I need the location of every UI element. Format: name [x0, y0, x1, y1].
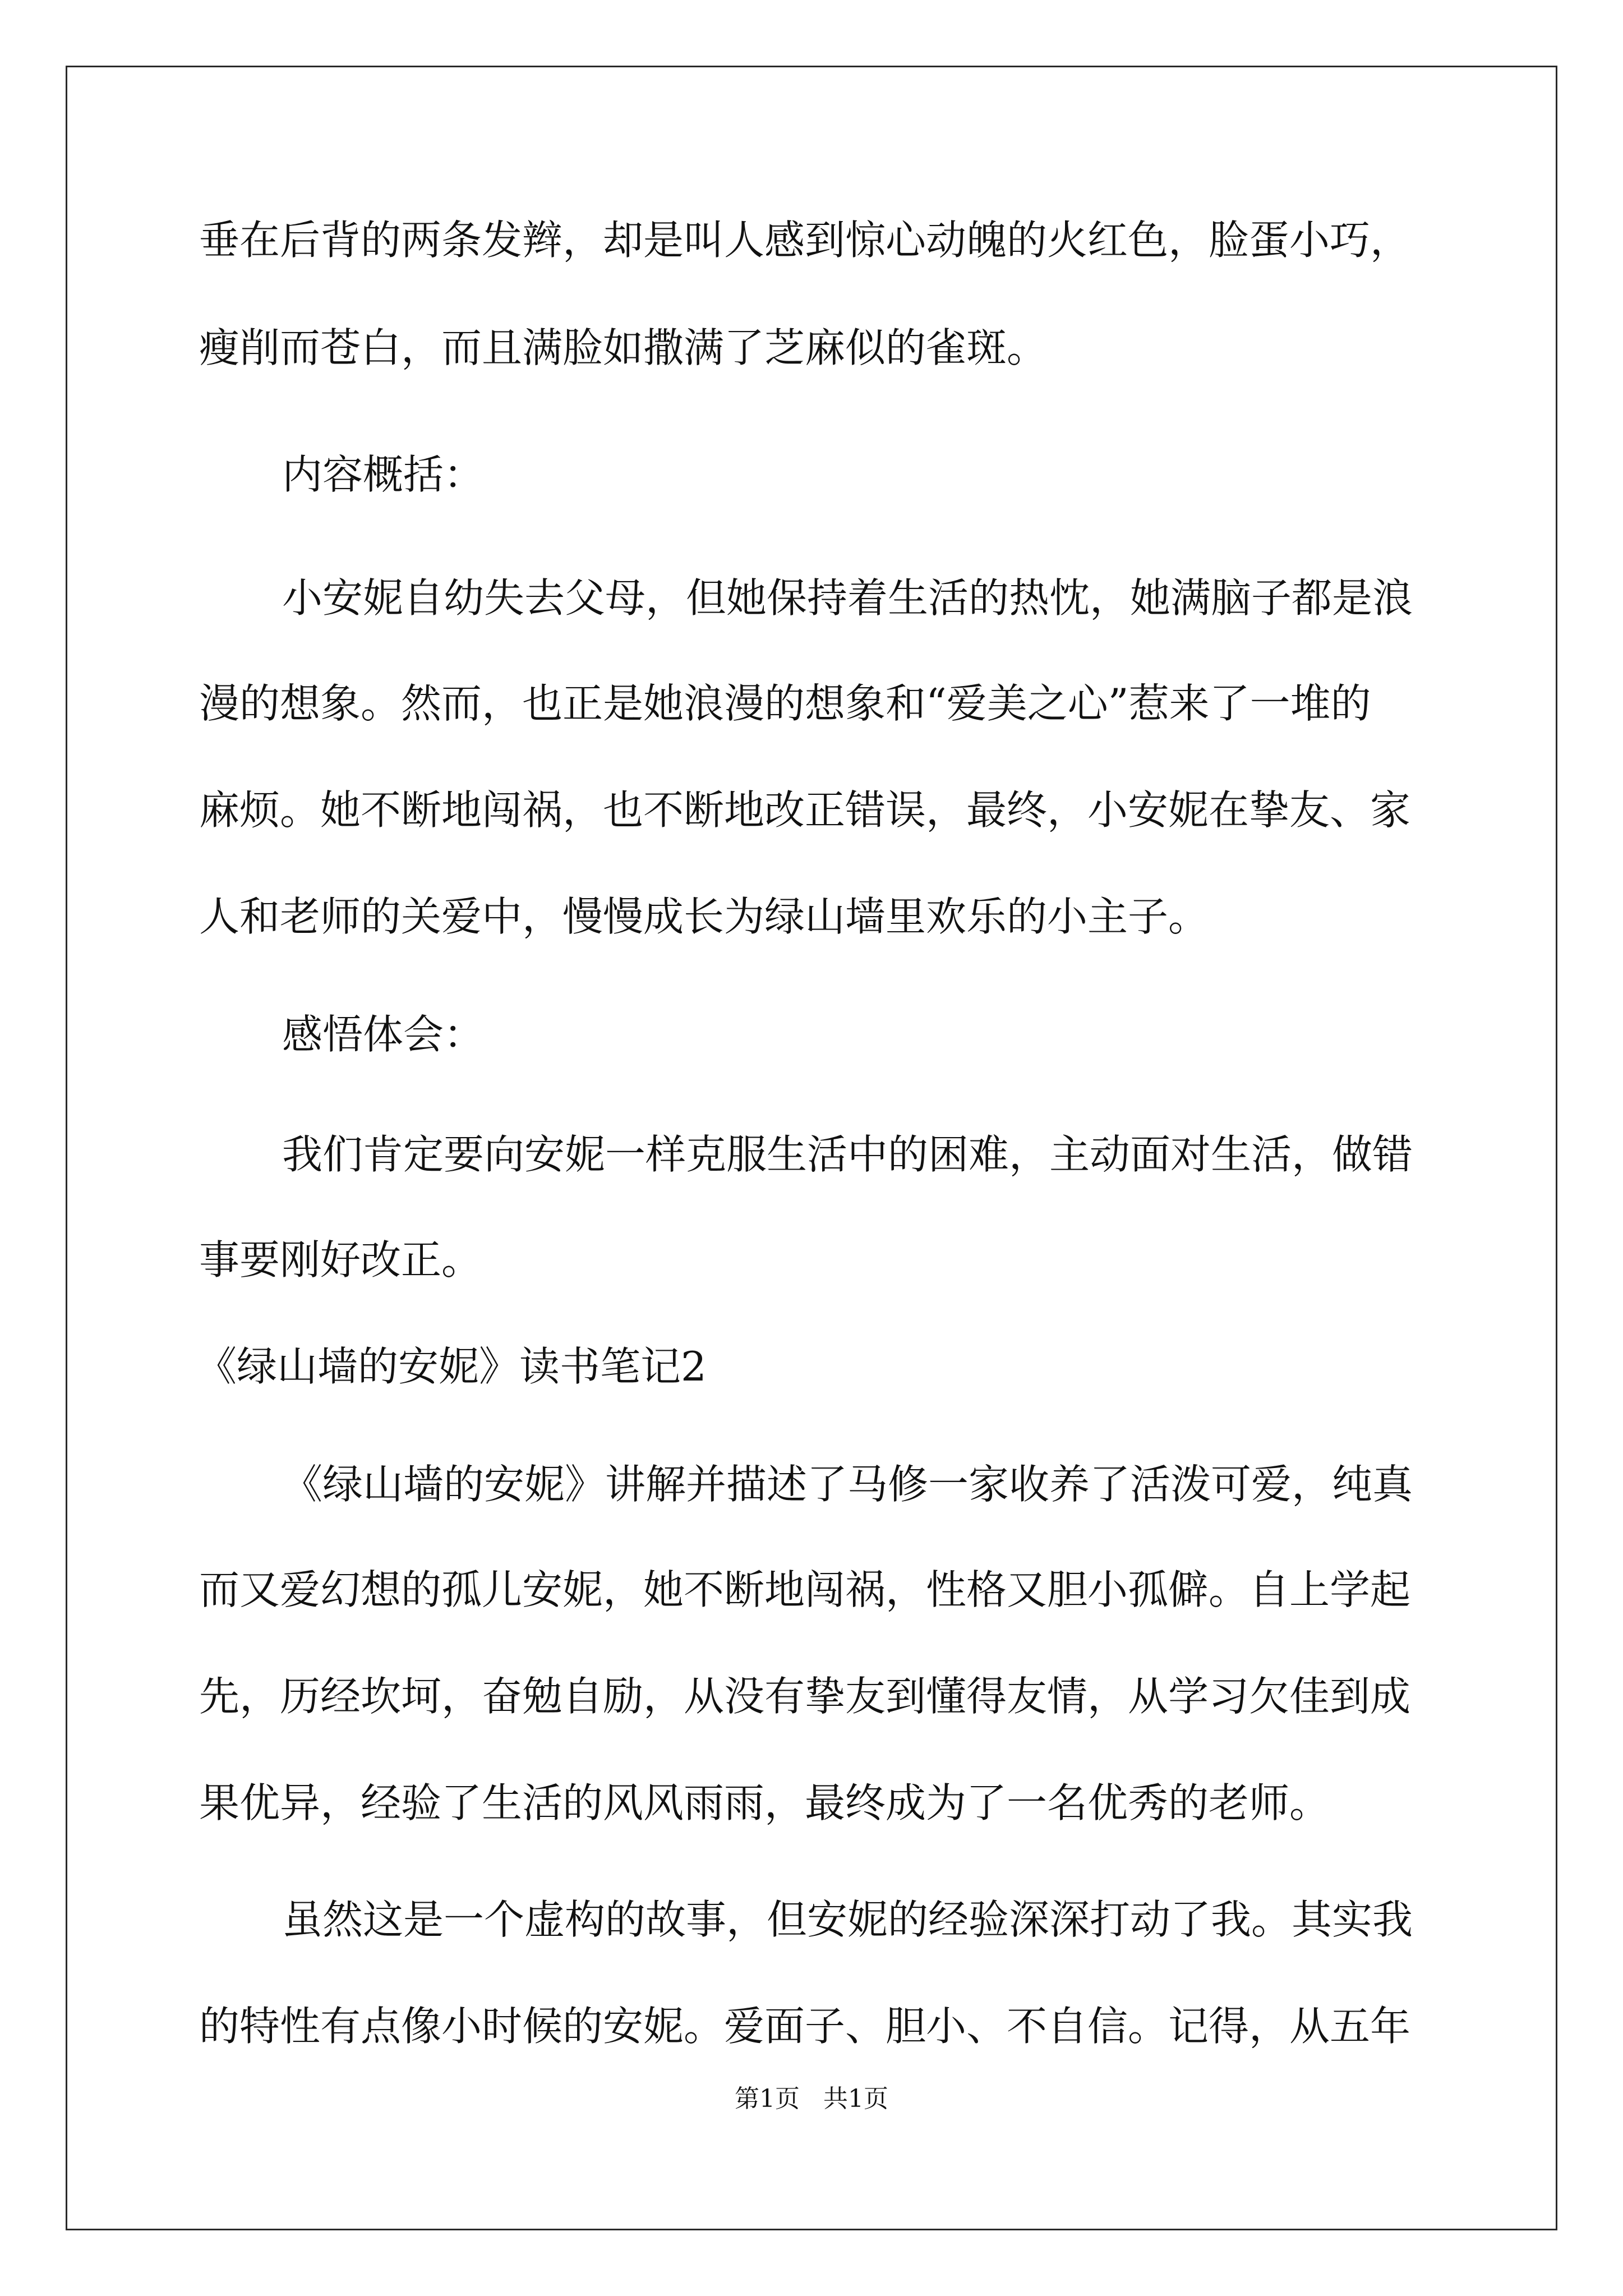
text-line: 虽然这是一个虚构的故事，但安妮的经验深深打动了我。其实我	[282, 1896, 1413, 1943]
text-line: 漫的想象。然而，也正是她浪漫的想象和“爱美之心”惹来了一堆的	[199, 680, 1371, 727]
document-title: 《绿山墙的安妮》读书笔记2	[196, 1343, 707, 1390]
text-line: 人和老师的关爱中，慢慢成长为绿山墙里欢乐的小主子。	[199, 893, 1209, 940]
page-number: 第1页 共1页	[735, 2085, 888, 2113]
text-line: 的特性有点像小时候的安妮。爱面子、胆小、不自信。记得，从五年	[199, 2003, 1411, 2050]
text-line: 垂在后背的两条发辫，却是叫人感到惊心动魄的火红色，脸蛋小巧，	[199, 217, 1411, 264]
text-line: 小安妮自幼失去父母，但她保持着生活的热忱，她满脑子都是浪	[282, 574, 1413, 622]
text-line: 瘦削而苍白，而且满脸如撒满了芝麻似的雀斑。	[199, 324, 1048, 371]
text-line: 先，历经坎坷，奋勉自励，从没有挚友到懂得友情，从学习欠佳到成	[199, 1673, 1411, 1720]
section-heading: 内容概括：	[282, 451, 485, 498]
text-line: 麻烦。她不断地闯祸，也不断地改正错误，最终，小安妮在挚友、家	[199, 786, 1411, 834]
section-heading: 感悟体会：	[282, 1011, 485, 1058]
text-line: 果优异，经验了生活的风风雨雨，最终成为了一名优秀的老师。	[199, 1779, 1330, 1826]
text-line: 《绿山墙的安妮》讲解并描述了马修一家收养了活泼可爱，纯真	[282, 1461, 1413, 1508]
text-line: 我们肯定要向安妮一样克服生活中的困难，主动面对生活，做错	[282, 1131, 1413, 1178]
text-line: 事要刚好改正。	[199, 1236, 482, 1283]
text-line: 而又爱幻想的孤儿安妮，她不断地闯祸，性格又胆小孤僻。自上学起	[199, 1566, 1411, 1613]
